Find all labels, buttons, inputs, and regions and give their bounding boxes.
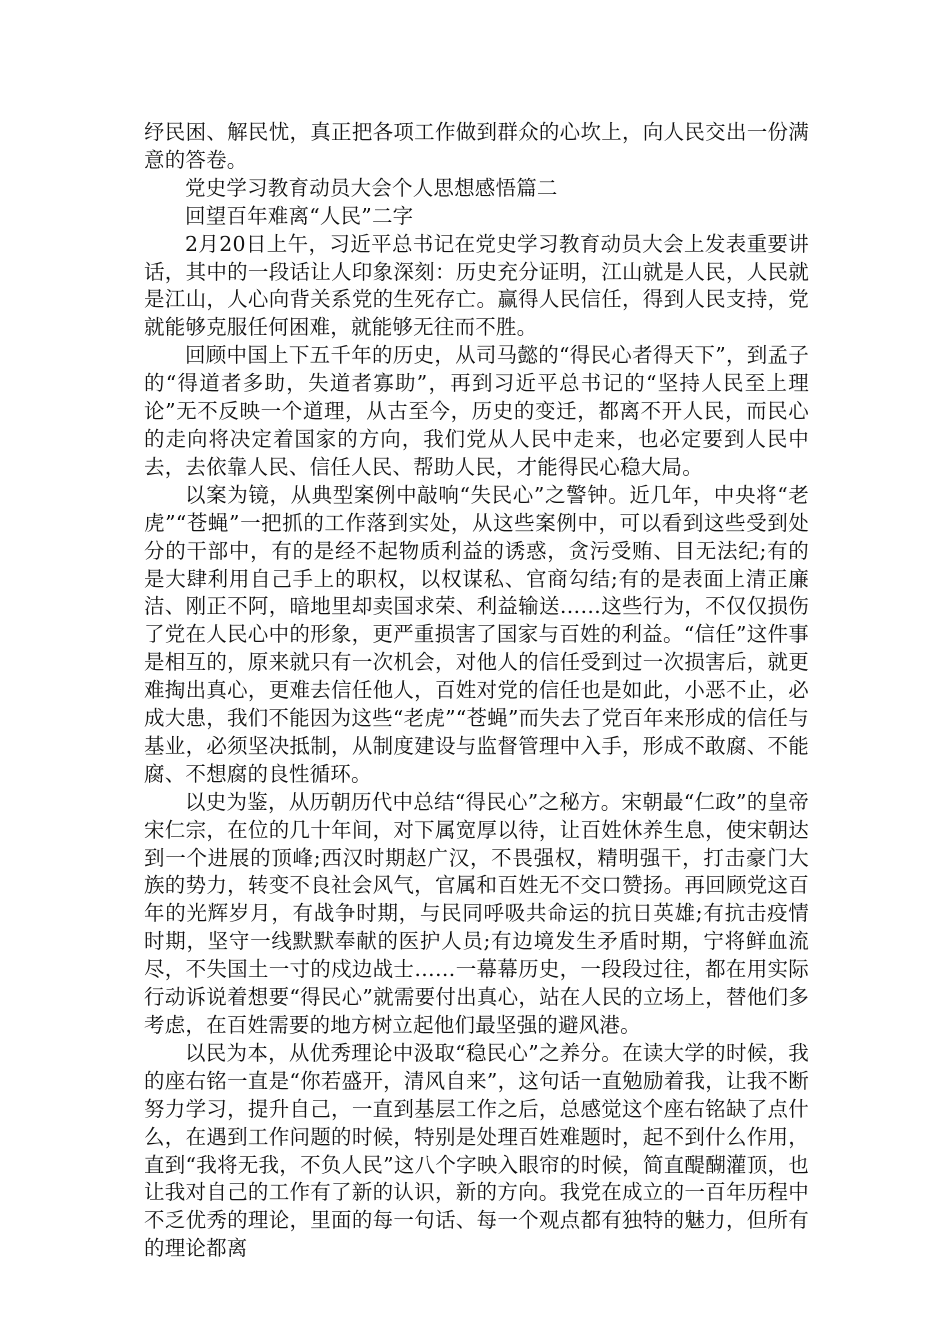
paragraph: 以民为本，从优秀理论中汲取“稳民心”之养分。在读大学的时候，我的座右铭一直是“你若盛开，清风自来”，这句话一直勉励着我，让我不断努力学习，提升自己，一直到基层工作之后，总感觉这个座右铭缺了点什么，在遇到工作问题的时候，特别是处理百姓难题时，起不到什么作用，直到“我将无我，不负人民”这八个字映入眼帘的时候，简直醍醐灌顶，也让我对自己的工作有了新的认识，新的方向。我党在成立的一百年历程中不乏优秀的理论，里面的每一句话、每一个观点都有独特的魅力，但所有的理论都离 (144, 1040, 809, 1261)
paragraph: 以案为镜，从典型案例中敲响“失民心”之警钟。近几年，中央将“老虎”“苍蝇”一把抓的工作落到实处，从这些案例中，可以看到这些受到处分的干部中，有的是经不起物质利益的诱惑，贪污受贿、目无法纪;有的是大肆利用自己手上的职权，以权谋私、官商勾结;有的是表面上清正廉洁、刚正不阿，暗地里却卖国求荣、利益输送……这些行为，不仅仅损伤了党在人民心中的形象，更严重损害了国家与百姓的利益。“信任”这件事是相互的，原来就只有一次机会，对他人的信任受到过一次损害后，就更难掏出真心，更难去信任他人，百姓对党的信任也是如此，小恶不止，必成大患，我们不能因为这些“老虎”“苍蝇”而失去了党百年来形成的信任与基业，必须坚决抵制，从制度建设与监督管理中入手，形成不敢腐、不能腐、不想腐的良性循环。 (144, 482, 809, 786)
paragraph: 2月20日上午，习近平总书记在党史学习教育动员大会上发表重要讲话，其中的一段话让人印象深刻：历史充分证明，江山就是人民，人民就是江山，人心向背关系党的生死存亡。赢得人民信任，得到人民支持，党就能够克服任何困难，就能够无往而不胜。 (144, 231, 809, 340)
section-title: 党史学习教育动员大会个人思想感悟篇二 (185, 175, 558, 200)
paragraph: 以史为鉴，从历朝历代中总结“得民心”之秘方。宋朝最“仁政”的皇帝宋仁宗，在位的几十年间，对下属宽厚以待，让百姓休养生息，使宋朝达到一个进展的顶峰;西汉时期赵广汉，不畏强权，精明强干，打击豪门大族的势力，转变不良社会风气，官属和百姓无不交口赞扬。再回顾党这百年的光辉岁月，有战争时期，与民同呼吸共命运的抗日英雄;有抗击疫情时期，坚守一线默默奉献的医护人员;有边境发生矛盾时期，宁将鲜血流尽，不失国土一寸的戍边战士……一幕幕历史，一段段过往，都在用实际行动诉说着想要“得民心”就需要付出真心，站在人民的立场上，替他们多考虑，在百姓需要的地方树立起他们最坚强的避风港。 (144, 789, 809, 1037)
article-heading: 回望百年难离“人民”二字 (185, 203, 414, 228)
paragraph: 回顾中国上下五千年的历史，从司马懿的“得民心者得天下”，到孟子的“得道者多助，失道者寡助”，再到习近平总书记的“坚持人民至上理论”无不反映一个道理，从古至今，历史的变迁，都离不开人民，而民心的走向将决定着国家的方向，我们党从人民中走来，也必定要到人民中去，去依靠人民、信任人民、帮助人民，才能得民心稳大局。 (144, 343, 809, 479)
document-body (144, 119, 809, 1263)
paragraph-continuation: 纾民困、解民忧，真正把各项工作做到群众的心坎上，向人民交出一份满意的答卷。 (144, 120, 809, 172)
